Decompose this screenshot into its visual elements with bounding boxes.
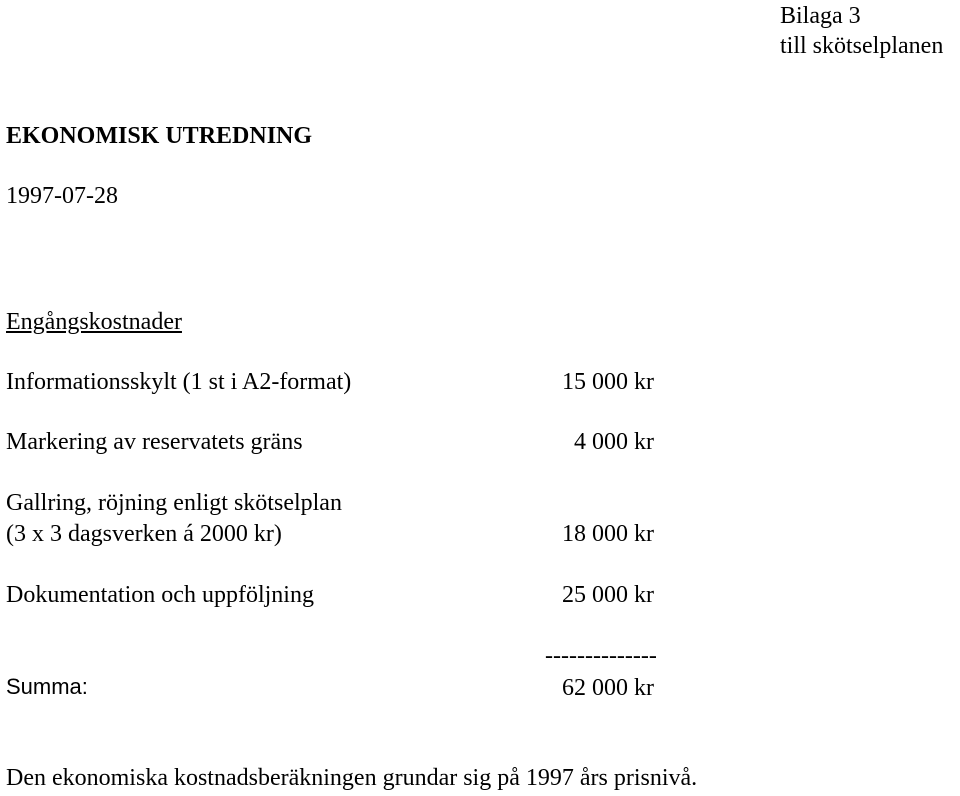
cost-item-amount: 4 000 kr <box>574 429 654 455</box>
sum-separator: -------------- <box>545 643 657 669</box>
cost-item-amount: 18 000 kr <box>562 521 654 547</box>
cost-item-label: Gallring, röjning enligt skötselplan <box>6 490 342 516</box>
cost-item-label-detail: (3 x 3 dagsverken á 2000 kr) <box>6 521 282 547</box>
cost-item-amount: 15 000 kr <box>562 369 654 395</box>
total-label: Summa: <box>6 674 88 699</box>
footnote: Den ekonomiska kostnadsberäkningen grundar sig på 1997 års prisnivå. <box>6 765 698 791</box>
cost-item-amount: 25 000 kr <box>562 582 654 608</box>
total-amount: 62 000 kr <box>562 675 654 701</box>
annex-subtitle: till skötselplanen <box>780 33 944 59</box>
annex-number: Bilaga 3 <box>780 3 861 29</box>
document-title: EKONOMISK UTREDNING <box>6 123 313 149</box>
cost-item-label: Markering av reservatets gräns <box>6 429 303 455</box>
document-date: 1997-07-28 <box>6 183 118 209</box>
cost-item-label: Dokumentation och uppföljning <box>6 582 314 608</box>
cost-item-label: Informationsskylt (1 st i A2-format) <box>6 369 352 395</box>
section-heading: Engångskostnader <box>6 309 182 335</box>
